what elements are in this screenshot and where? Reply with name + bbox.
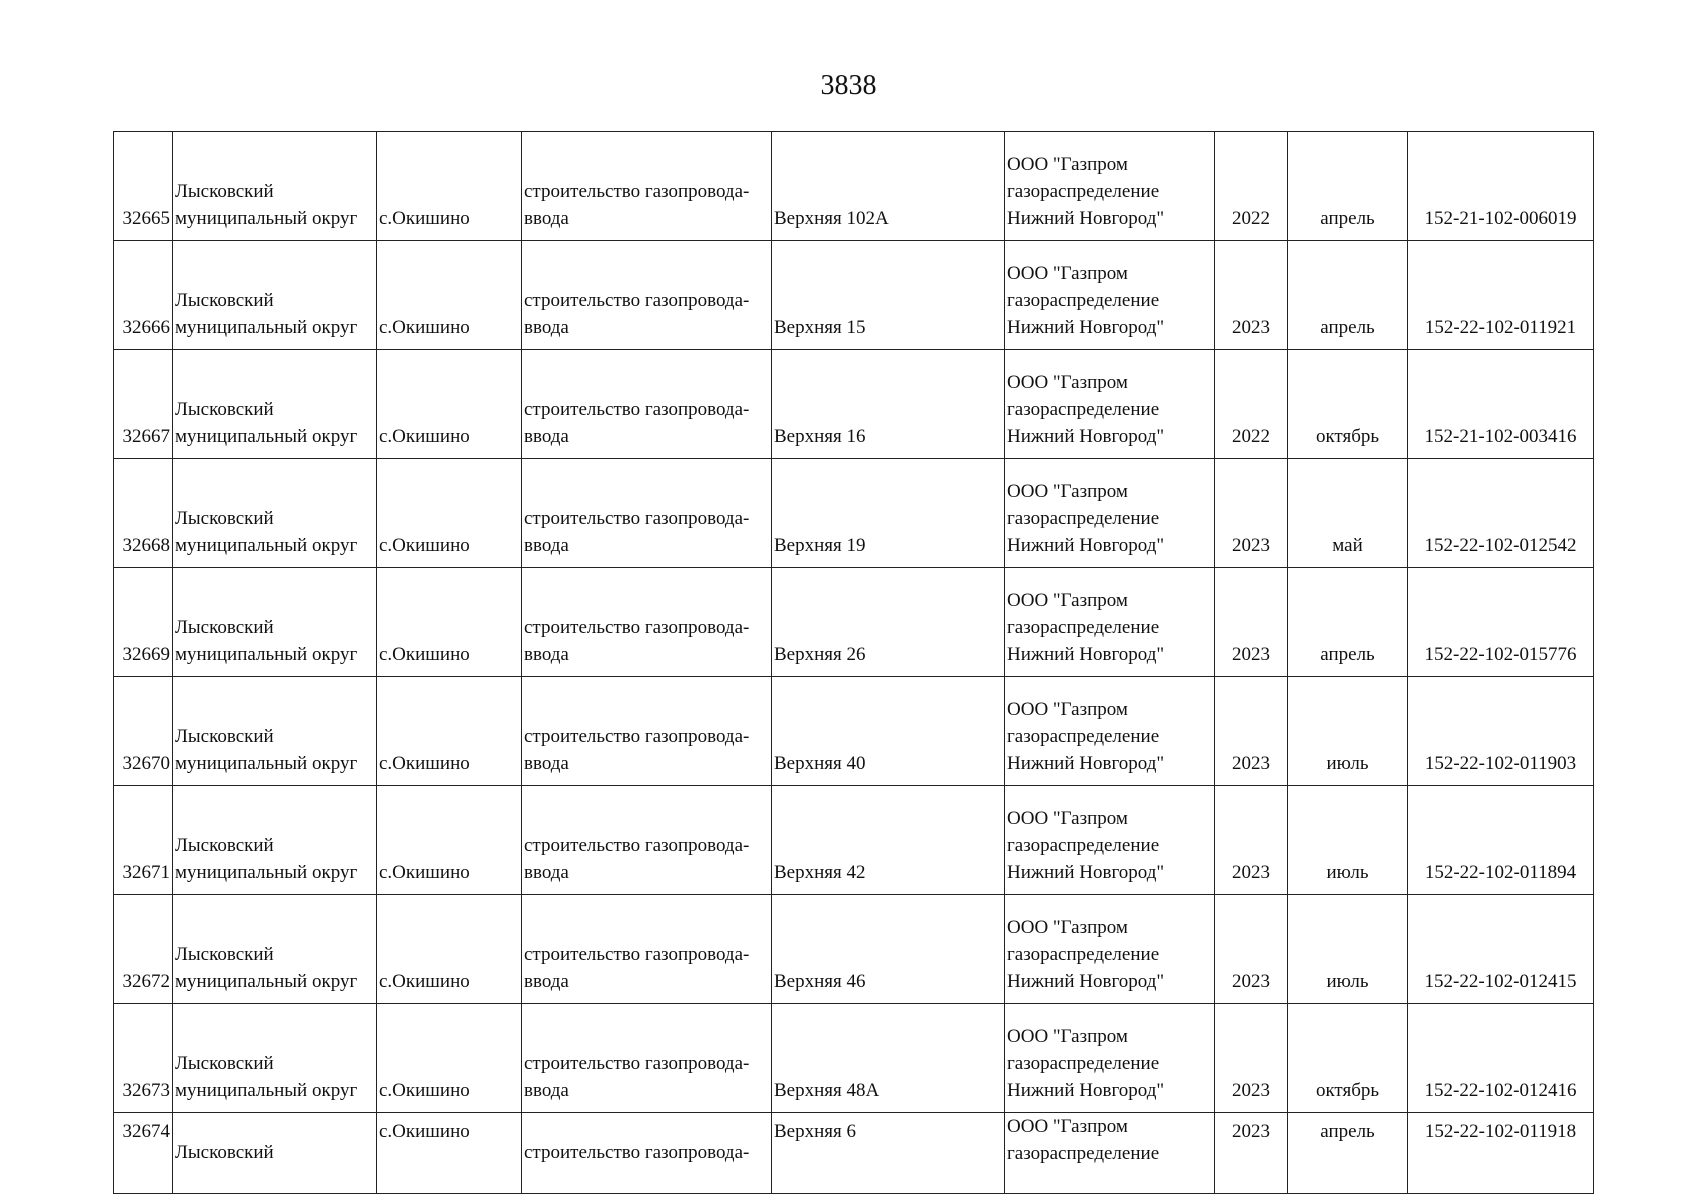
cell-work-type <box>522 459 772 568</box>
cell-code: 152-22-102-012542 <box>1408 459 1594 568</box>
cell-code: 152-21-102-003416 <box>1408 350 1594 459</box>
cell-work-type-line: строительство газопровода- <box>524 1053 750 1074</box>
cell-year: 2022 <box>1215 132 1288 241</box>
cell-address: Верхняя 15 <box>772 241 1005 350</box>
page-number: 3838 <box>820 70 877 101</box>
cell-work-type <box>522 350 772 459</box>
cell-code: 152-22-102-011894 <box>1408 786 1594 895</box>
cell-organization-line: газораспределение <box>1007 944 1160 965</box>
table-row <box>114 459 1594 568</box>
cell-work-type-line: ввода <box>524 426 569 447</box>
cell-organization-line: ООО "Газпром <box>1007 808 1128 829</box>
cell-organization-line: Нижний Новгород" <box>1007 426 1165 447</box>
cell-address: Верхняя 48А <box>772 1004 1005 1113</box>
cell-month: апрель <box>1288 132 1408 241</box>
cell-record-number: 32668 <box>114 459 173 568</box>
cell-organization-line: ООО "Газпром <box>1007 263 1128 284</box>
cell-region-line: Лысковский <box>175 290 274 311</box>
cell-work-type <box>522 132 772 241</box>
cell-organization-line: ООО "Газпром <box>1007 372 1128 393</box>
cell-settlement: с.Окишино <box>377 895 522 1004</box>
table-body <box>114 132 1594 1194</box>
cell-work-type <box>522 895 772 1004</box>
cell-year: 2023 <box>1215 241 1288 350</box>
cell-settlement: с.Окишино <box>377 350 522 459</box>
cell-organization-line: Нижний Новгород" <box>1007 317 1165 338</box>
cell-region <box>173 459 377 568</box>
cell-organization-line: Нижний Новгород" <box>1007 208 1165 229</box>
cell-month: май <box>1288 459 1408 568</box>
cell-work-type <box>522 568 772 677</box>
cell-year: 2023 <box>1215 895 1288 1004</box>
cell-organization-line: ООО "Газпром <box>1007 917 1128 938</box>
cell-work-type <box>522 241 772 350</box>
cell-region-line: Лысковский <box>175 835 274 856</box>
cell-record-number: 32669 <box>114 568 173 677</box>
cell-month: октябрь <box>1288 350 1408 459</box>
cell-address: Верхняя 6 <box>772 1113 1005 1194</box>
cell-work-type <box>522 1004 772 1113</box>
cell-organization <box>1005 786 1215 895</box>
cell-year: 2022 <box>1215 350 1288 459</box>
cell-month: июль <box>1288 786 1408 895</box>
cell-organization-line: газораспределение <box>1007 181 1160 202</box>
table-row <box>114 568 1594 677</box>
cell-region <box>173 1113 377 1194</box>
cell-region <box>173 132 377 241</box>
cell-organization-line: ООО "Газпром <box>1007 1026 1128 1047</box>
cell-organization-line: газораспределение <box>1007 1143 1160 1164</box>
cell-settlement: с.Окишино <box>377 1113 522 1194</box>
cell-code: 152-22-102-011903 <box>1408 677 1594 786</box>
cell-record-number: 32666 <box>114 241 173 350</box>
cell-region-line: Лысковский <box>175 1053 274 1074</box>
cell-organization <box>1005 677 1215 786</box>
cell-code: 152-22-102-012416 <box>1408 1004 1594 1113</box>
cell-organization-line: ООО "Газпром <box>1007 699 1128 720</box>
cell-region-line: муниципальный округ <box>175 535 358 556</box>
cell-region-line: Лысковский <box>175 617 274 638</box>
cell-code: 152-22-102-015776 <box>1408 568 1594 677</box>
cell-work-type-line: строительство газопровода- <box>524 181 750 202</box>
cell-organization <box>1005 459 1215 568</box>
cell-organization <box>1005 895 1215 1004</box>
cell-year: 2023 <box>1215 1004 1288 1113</box>
cell-month: апрель <box>1288 568 1408 677</box>
cell-address: Верхняя 42 <box>772 786 1005 895</box>
cell-work-type-line: ввода <box>524 644 569 665</box>
cell-work-type-line: ввода <box>524 317 569 338</box>
cell-month: апрель <box>1288 1113 1408 1194</box>
cell-region <box>173 677 377 786</box>
cell-region-line: муниципальный округ <box>175 753 358 774</box>
table-row <box>114 241 1594 350</box>
cell-work-type-line: строительство газопровода- <box>524 617 750 638</box>
cell-organization-line: Нижний Новгород" <box>1007 535 1165 556</box>
table-row <box>114 786 1594 895</box>
cell-record-number: 32665 <box>114 132 173 241</box>
cell-code: 152-22-102-012415 <box>1408 895 1594 1004</box>
cell-work-type <box>522 677 772 786</box>
cell-organization <box>1005 568 1215 677</box>
cell-region-line: муниципальный округ <box>175 208 358 229</box>
cell-work-type <box>522 786 772 895</box>
cell-region-line: Лысковский <box>175 726 274 747</box>
table-row <box>114 132 1594 241</box>
cell-year: 2023 <box>1215 677 1288 786</box>
cell-organization-line: Нижний Новгород" <box>1007 971 1165 992</box>
cell-settlement: с.Окишино <box>377 677 522 786</box>
cell-region-line: муниципальный округ <box>175 1080 358 1101</box>
table-row <box>114 1113 1594 1194</box>
cell-work-type-line: ввода <box>524 862 569 883</box>
cell-organization <box>1005 1113 1215 1194</box>
cell-work-type-line: ввода <box>524 971 569 992</box>
cell-region-line: муниципальный округ <box>175 862 358 883</box>
cell-work-type <box>522 1113 772 1194</box>
cell-region-line: Лысковский <box>175 399 274 420</box>
cell-work-type-line: строительство газопровода- <box>524 835 750 856</box>
cell-organization-line: газораспределение <box>1007 617 1160 638</box>
cell-work-type-line: ввода <box>524 753 569 774</box>
cell-organization-line: газораспределение <box>1007 508 1160 529</box>
cell-organization-line: Нижний Новгород" <box>1007 644 1165 665</box>
cell-organization-line: газораспределение <box>1007 726 1160 747</box>
cell-work-type-line: ввода <box>524 535 569 556</box>
cell-work-type-line: ввода <box>524 1080 569 1101</box>
cell-work-type-line: строительство газопровода- <box>524 508 750 529</box>
cell-work-type-line: строительство газопровода- <box>524 726 750 747</box>
cell-month: июль <box>1288 677 1408 786</box>
registry-table <box>113 131 1594 1194</box>
cell-settlement: с.Окишино <box>377 459 522 568</box>
cell-address: Верхняя 46 <box>772 895 1005 1004</box>
cell-code: 152-21-102-006019 <box>1408 132 1594 241</box>
cell-region-line: муниципальный округ <box>175 644 358 665</box>
cell-region <box>173 895 377 1004</box>
cell-organization-line: ООО "Газпром <box>1007 1116 1128 1137</box>
cell-organization-line: Нижний Новгород" <box>1007 753 1165 774</box>
cell-region <box>173 241 377 350</box>
cell-address: Верхняя 102А <box>772 132 1005 241</box>
cell-record-number: 32671 <box>114 786 173 895</box>
cell-organization-line: Нижний Новгород" <box>1007 862 1165 883</box>
cell-address: Верхняя 26 <box>772 568 1005 677</box>
cell-organization <box>1005 132 1215 241</box>
table-row <box>114 677 1594 786</box>
cell-work-type-line: строительство газопровода- <box>524 1142 750 1163</box>
cell-record-number: 32672 <box>114 895 173 1004</box>
cell-address: Верхняя 16 <box>772 350 1005 459</box>
cell-work-type-line: ввода <box>524 208 569 229</box>
cell-year: 2023 <box>1215 1113 1288 1194</box>
table-row <box>114 350 1594 459</box>
cell-region-line: муниципальный округ <box>175 971 358 992</box>
cell-region-line: муниципальный округ <box>175 426 358 447</box>
cell-month: апрель <box>1288 241 1408 350</box>
cell-month: октябрь <box>1288 1004 1408 1113</box>
cell-organization <box>1005 1004 1215 1113</box>
cell-settlement: с.Окишино <box>377 786 522 895</box>
cell-region <box>173 350 377 459</box>
cell-work-type-line: строительство газопровода- <box>524 944 750 965</box>
cell-code: 152-22-102-011918 <box>1408 1113 1594 1194</box>
cell-region-line: Лысковский <box>175 1142 274 1163</box>
cell-address: Верхняя 19 <box>772 459 1005 568</box>
cell-organization-line: газораспределение <box>1007 399 1160 420</box>
cell-organization-line: ООО "Газпром <box>1007 481 1128 502</box>
cell-organization-line: газораспределение <box>1007 290 1160 311</box>
table-row <box>114 895 1594 1004</box>
cell-settlement: с.Окишино <box>377 1004 522 1113</box>
cell-region-line: Лысковский <box>175 508 274 529</box>
cell-settlement: с.Окишино <box>377 132 522 241</box>
cell-work-type-line: строительство газопровода- <box>524 399 750 420</box>
cell-organization <box>1005 241 1215 350</box>
cell-organization-line: газораспределение <box>1007 1053 1160 1074</box>
cell-organization-line: ООО "Газпром <box>1007 590 1128 611</box>
cell-address: Верхняя 40 <box>772 677 1005 786</box>
table-row <box>114 1004 1594 1113</box>
cell-record-number: 32674 <box>114 1113 173 1194</box>
cell-region <box>173 568 377 677</box>
cell-work-type-line: строительство газопровода- <box>524 290 750 311</box>
cell-year: 2023 <box>1215 786 1288 895</box>
cell-settlement: с.Окишино <box>377 241 522 350</box>
cell-record-number: 32667 <box>114 350 173 459</box>
cell-region <box>173 786 377 895</box>
cell-settlement: с.Окишино <box>377 568 522 677</box>
cell-organization-line: Нижний Новгород" <box>1007 1080 1165 1101</box>
cell-record-number: 32670 <box>114 677 173 786</box>
cell-year: 2023 <box>1215 568 1288 677</box>
cell-record-number: 32673 <box>114 1004 173 1113</box>
cell-organization <box>1005 350 1215 459</box>
cell-month: июль <box>1288 895 1408 1004</box>
cell-region-line: муниципальный округ <box>175 317 358 338</box>
cell-year: 2023 <box>1215 459 1288 568</box>
cell-organization-line: ООО "Газпром <box>1007 154 1128 175</box>
cell-region-line: Лысковский <box>175 944 274 965</box>
cell-code: 152-22-102-011921 <box>1408 241 1594 350</box>
cell-organization-line: газораспределение <box>1007 835 1160 856</box>
cell-region <box>173 1004 377 1113</box>
cell-region-line: Лысковский <box>175 181 274 202</box>
